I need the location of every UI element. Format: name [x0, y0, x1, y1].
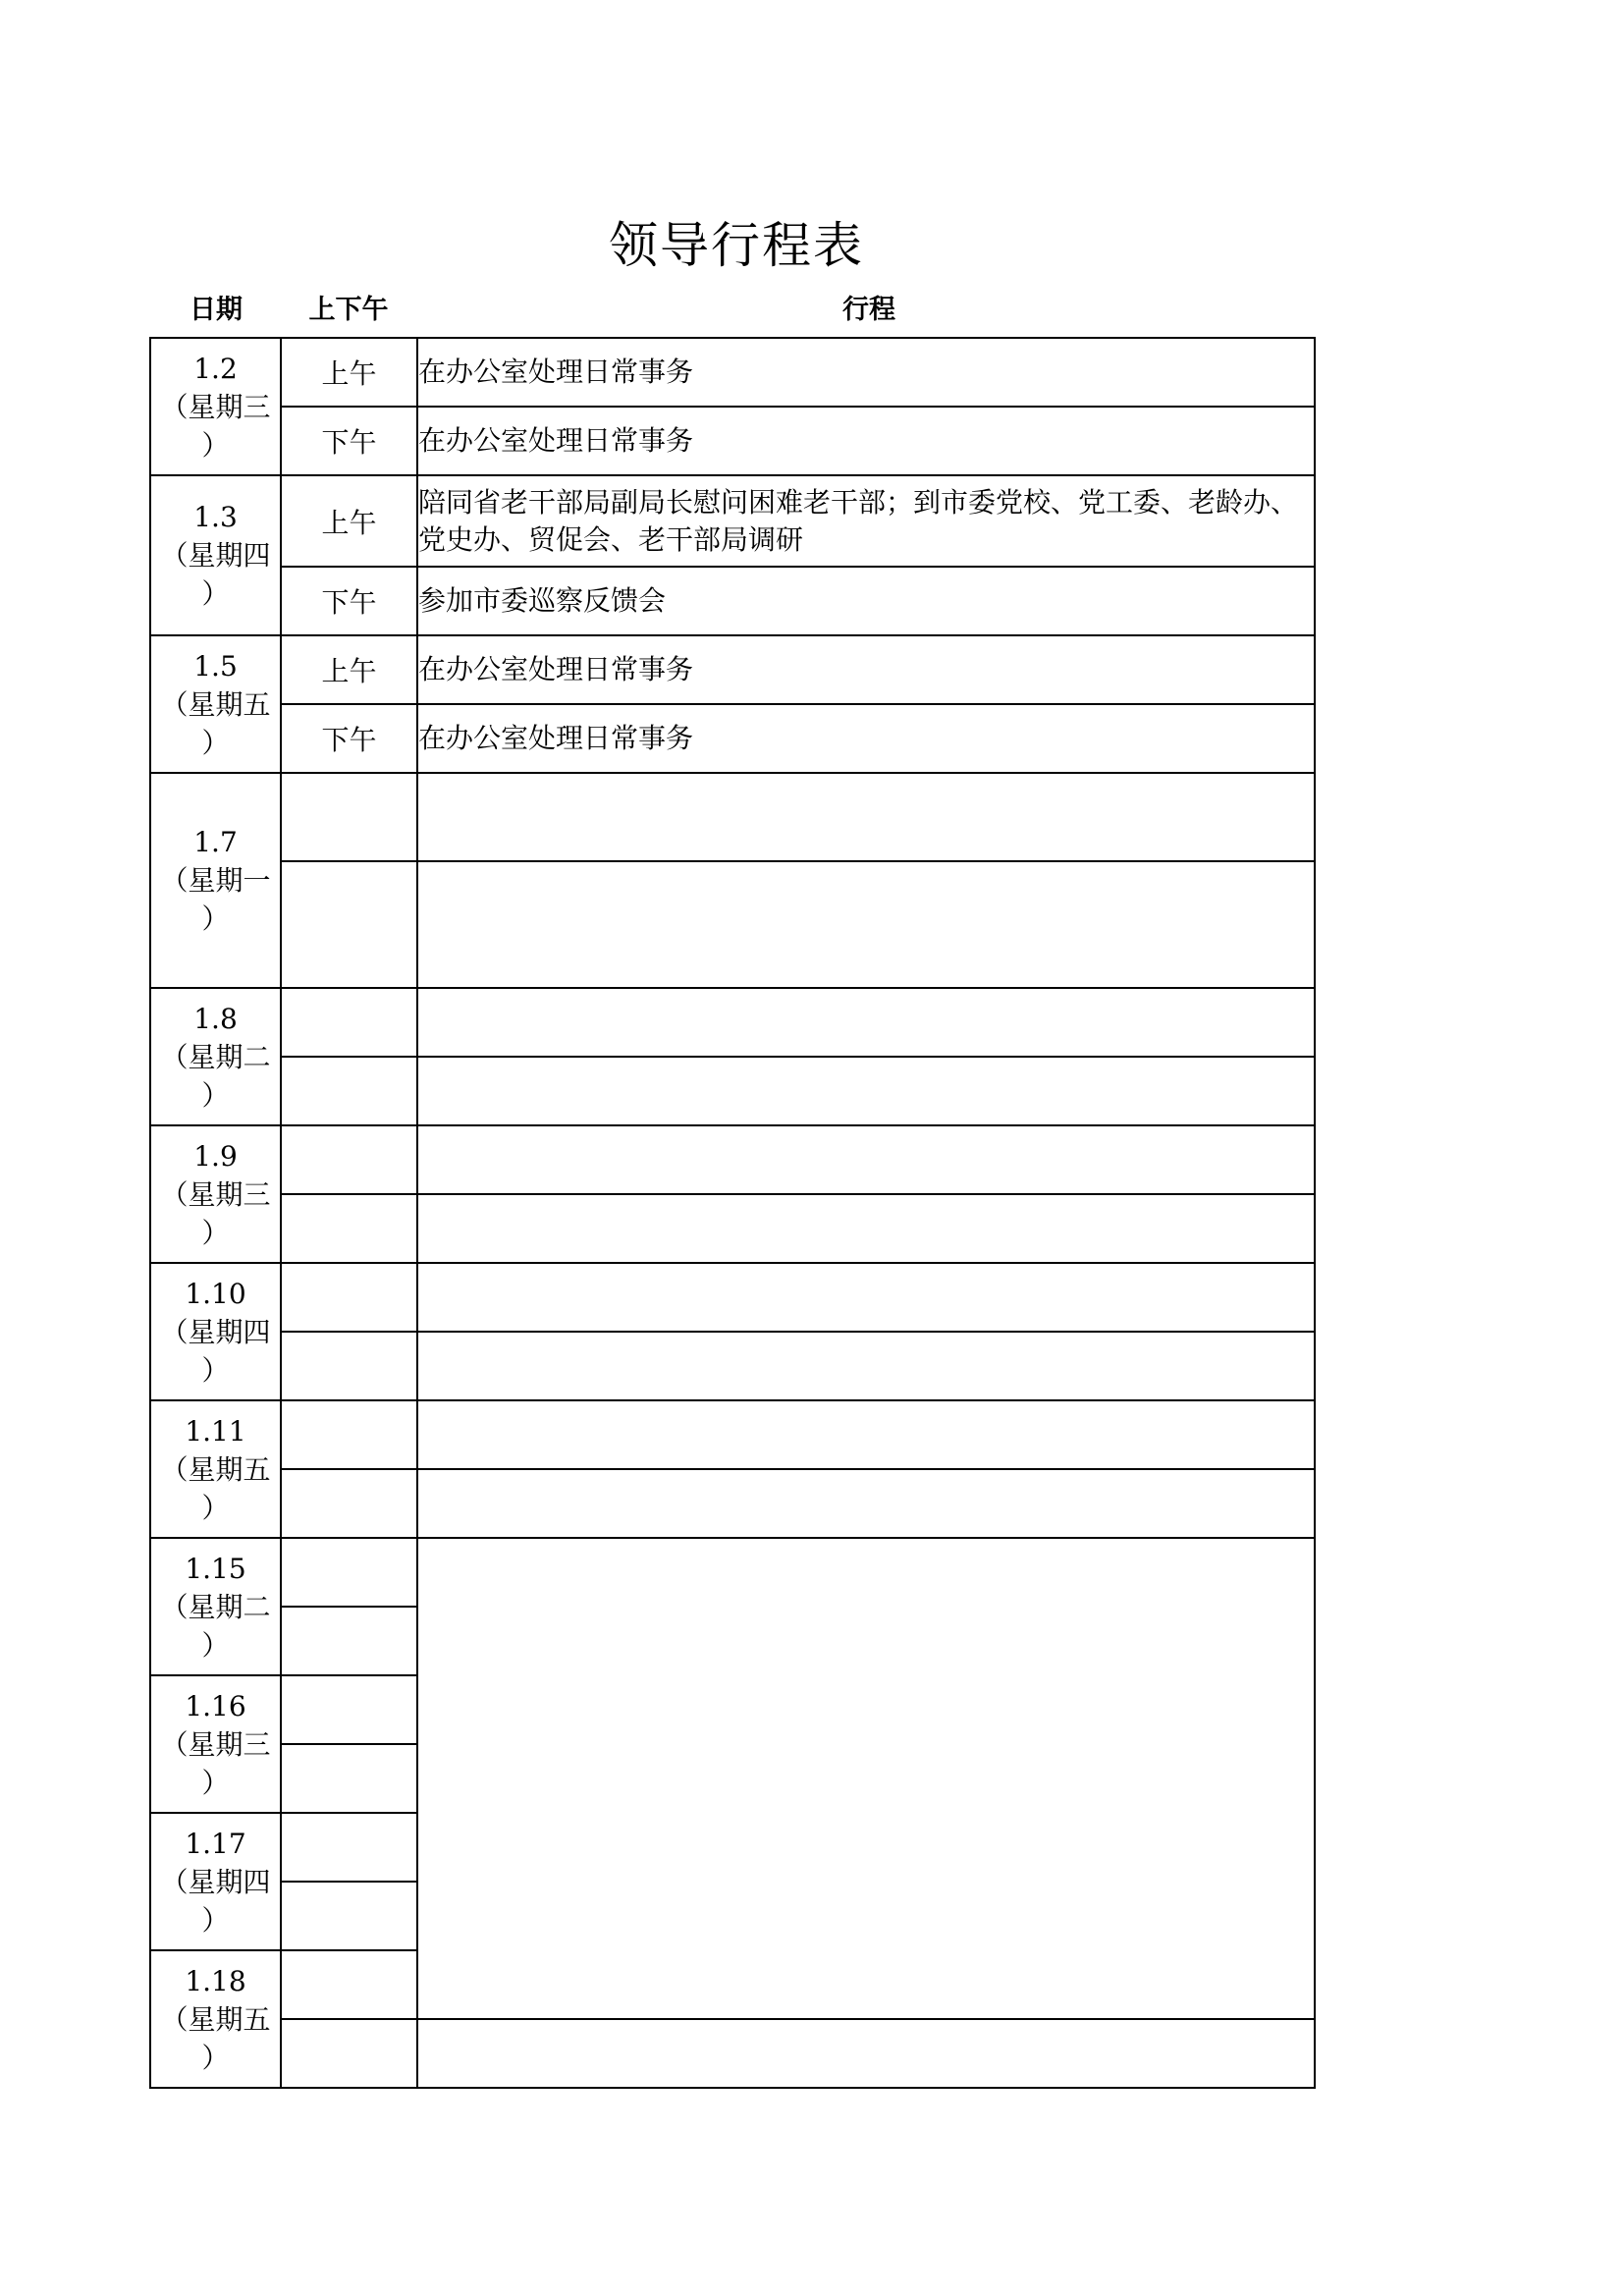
weekday-close: ）	[201, 577, 230, 610]
weekday-close: ）	[201, 1216, 230, 1249]
am-label	[281, 1675, 417, 1744]
date-label: 1.10	[185, 1277, 246, 1310]
am-label	[281, 988, 417, 1057]
pm-label	[281, 861, 417, 988]
table-row	[150, 704, 1315, 773]
am-schedule	[417, 773, 1315, 861]
weekday-label: （星期四	[160, 1865, 271, 1898]
pm-label	[281, 2019, 417, 2088]
pm-schedule: 在办公室处理日常事务	[417, 407, 1315, 475]
pm-label	[281, 1057, 417, 1125]
am-label	[281, 1400, 417, 1469]
table-row	[150, 475, 1315, 567]
table-row	[150, 1057, 1315, 1125]
weekday-label: （星期五	[160, 1452, 271, 1486]
table-row	[150, 2019, 1315, 2088]
pm-schedule: 参加市委巡察反馈会	[417, 567, 1315, 635]
pm-schedule	[417, 1469, 1315, 1538]
am-label	[281, 1950, 417, 2019]
weekday-label: （星期五	[160, 687, 271, 721]
weekday-close: ）	[201, 428, 230, 462]
page-title: 领导行程表	[609, 217, 864, 274]
date-cell	[150, 1675, 281, 1813]
weekday-close: ）	[201, 1903, 230, 1937]
table-row	[150, 988, 1315, 1057]
date-label: 1.5	[193, 649, 238, 683]
weekday-close: ）	[201, 1491, 230, 1524]
weekday-close: ）	[201, 902, 230, 935]
pm-label	[281, 1744, 417, 1813]
table-row	[150, 567, 1315, 635]
table-row	[150, 1538, 1315, 1607]
pm-schedule	[417, 1332, 1315, 1400]
table-row	[150, 407, 1315, 475]
am-schedule	[417, 988, 1315, 1057]
table-row	[150, 635, 1315, 704]
am-label	[281, 773, 417, 861]
weekday-label: （星期五	[160, 2002, 271, 2036]
header-date: 日期	[189, 295, 243, 325]
table-row	[150, 1400, 1315, 1469]
weekday-label: （星期二	[160, 1590, 271, 1623]
table-row	[150, 861, 1315, 988]
weekday-label: （星期四	[160, 1315, 271, 1348]
schedule-table	[149, 337, 1316, 2089]
weekday-close: ）	[201, 1766, 230, 1799]
pm-label	[281, 1332, 417, 1400]
date-label: 1.15	[185, 1552, 246, 1585]
am-schedule: 在办公室处理日常事务	[417, 338, 1315, 407]
date-cell	[150, 1263, 281, 1400]
table-row	[150, 1194, 1315, 1263]
date-cell	[150, 1400, 281, 1538]
date-label: 1.17	[185, 1827, 246, 1860]
date-label: 1.7	[193, 826, 238, 858]
pm-label	[281, 1194, 417, 1263]
date-cell	[150, 1813, 281, 1950]
date-cell	[150, 988, 281, 1125]
date-cell	[150, 1950, 281, 2088]
date-cell	[150, 773, 281, 988]
date-cell	[150, 475, 281, 635]
date-cell	[150, 338, 281, 475]
pm-label	[281, 1607, 417, 1675]
date-label: 1.3	[193, 501, 238, 533]
weekday-close: ）	[201, 726, 230, 759]
am-schedule	[417, 1125, 1315, 1194]
pm-label: 下午	[281, 567, 417, 635]
am-label: 上午	[281, 635, 417, 704]
pm-schedule: 在办公室处理日常事务	[417, 704, 1315, 773]
pm-label: 下午	[281, 407, 417, 475]
weekday-close: ）	[201, 1353, 230, 1387]
date-label: 1.8	[193, 1002, 238, 1035]
pm-schedule	[417, 2019, 1315, 2088]
table-row	[150, 1263, 1315, 1332]
am-label	[281, 1125, 417, 1194]
date-label: 1.16	[185, 1689, 246, 1722]
am-label: 上午	[281, 338, 417, 407]
weekday-close: ）	[201, 1628, 230, 1662]
weekday-label: （星期二	[160, 1040, 271, 1073]
weekday-label: （星期三	[160, 390, 271, 423]
pm-label: 下午	[281, 704, 417, 773]
pm-label	[281, 1882, 417, 1950]
weekday-label: （星期一	[160, 864, 271, 897]
pm-schedule	[417, 1057, 1315, 1125]
am-label	[281, 1538, 417, 1607]
header-schedule: 行程	[842, 295, 895, 325]
date-cell	[150, 1538, 281, 1675]
table-row	[150, 1125, 1315, 1194]
pm-schedule	[417, 861, 1315, 988]
date-cell	[150, 1125, 281, 1263]
table-row	[150, 1332, 1315, 1400]
table-row	[150, 773, 1315, 861]
am-schedule	[417, 1400, 1315, 1469]
date-label: 1.9	[193, 1139, 238, 1173]
am-schedule: 陪同省老干部局副局长慰问困难老干部；到市委党校、党工委、老龄办、党史办、贸促会、老干部局调研	[417, 475, 1315, 567]
weekday-close: ）	[201, 1078, 230, 1112]
am-label: 上午	[281, 475, 417, 567]
am-schedule	[417, 1263, 1315, 1332]
table-row	[150, 338, 1315, 407]
weekday-label: （星期四	[160, 539, 271, 572]
am-label	[281, 1813, 417, 1882]
weekday-close: ）	[201, 2041, 230, 2074]
date-cell	[150, 635, 281, 773]
am-schedule: 在办公室处理日常事务	[417, 635, 1315, 704]
am-label	[281, 1263, 417, 1332]
date-label: 1.11	[185, 1414, 246, 1448]
date-label: 1.2	[193, 352, 238, 385]
table-row	[150, 1469, 1315, 1538]
merged-schedule-cell	[417, 1538, 1315, 2019]
pm-schedule	[417, 1194, 1315, 1263]
pm-label	[281, 1469, 417, 1538]
weekday-label: （星期三	[160, 1177, 271, 1211]
weekday-label: （星期三	[160, 1727, 271, 1761]
header-ampm: 上下午	[308, 295, 389, 325]
date-label: 1.18	[185, 1964, 246, 1997]
